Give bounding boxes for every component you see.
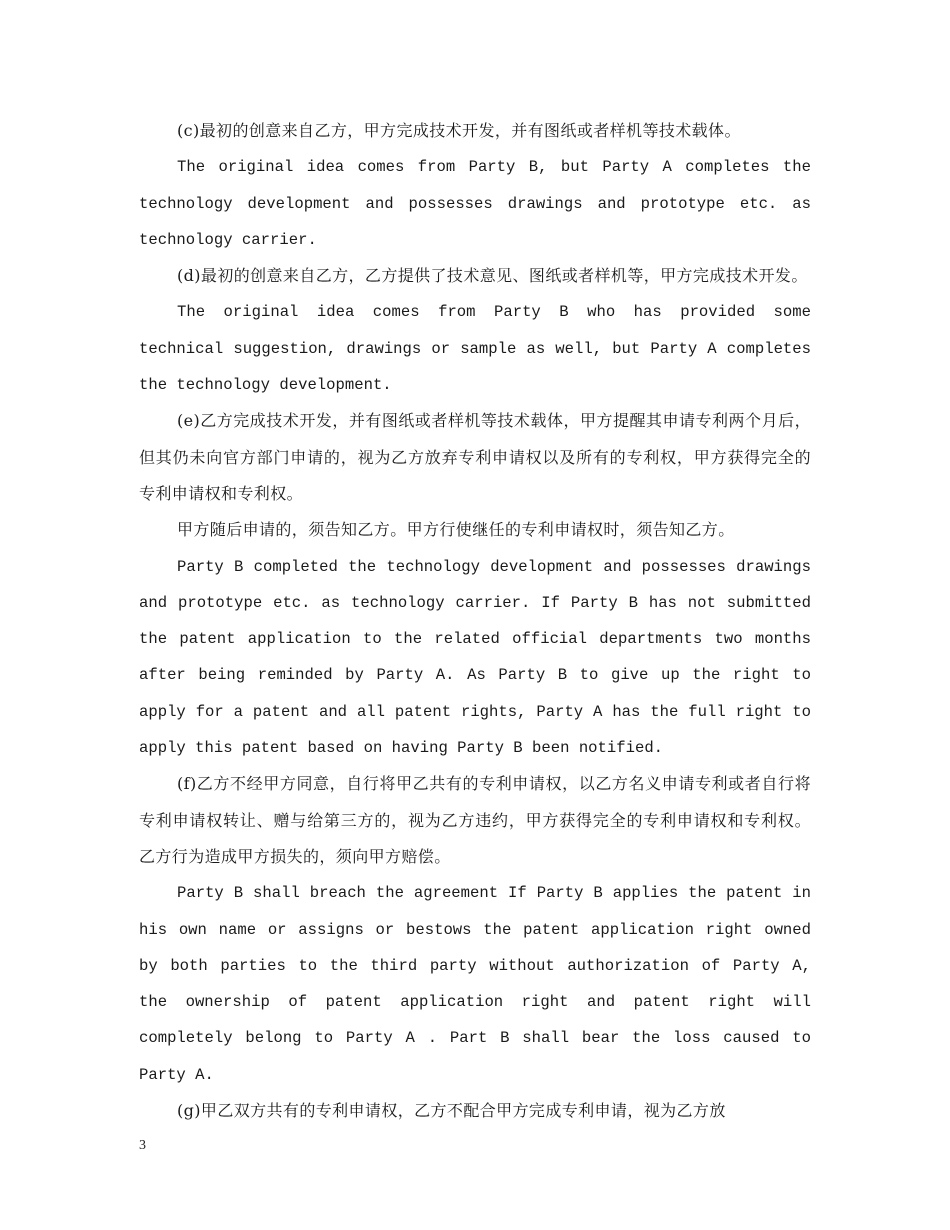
page-number: 3 [139, 1138, 146, 1153]
paragraph-c-zh: (c)最初的创意来自乙方，甲方完成技术开发，并有图纸或者样机等技术载体。 [177, 121, 741, 140]
paragraph-d-en: The original idea comes from Party B who has provided some technical suggestion, drawings or sample as well, but Party A completes the technology development. [139, 303, 811, 395]
document-body [139, 113, 811, 1129]
paragraph-e-zh: (e)乙方完成技术开发，并有图纸或者样机等技术载体，甲方提醒其申请专利两个月后，但其仍未向官方部门申请的，视为乙方放弃专利申请权以及所有的专利权，甲方获得完全的专利申请权和专利权。 [139, 411, 811, 503]
paragraph-d-zh: (d)最初的创意来自乙方，乙方提供了技术意见、图纸或者样机等，甲方完成技术开发。 [177, 266, 808, 286]
paragraph-e-zh-notice: 甲方随后申请的，须告知乙方。甲方行使继任的专利申请权时，须告知乙方。 [177, 520, 735, 540]
paragraph-c-en: The original idea comes from Party B, but Party A completes the technology development and possesses drawings and prototype etc. as technology carrier. [139, 158, 811, 249]
paragraph-e-en: Party B completed the technology development and possesses drawings and prototype etc. as technology carrier. If Party B has not submitted the patent application to the related official departments two months after being reminded by Party A. As Party B to give up the right to apply for a patent and all patent rights, Party A has the full right to apply this patent based on having Party B been notified. [139, 557, 811, 758]
paragraph-g-zh: (g)甲乙双方共有的专利申请权，乙方不配合甲方完成专利申请，视为乙方放 [177, 1101, 726, 1121]
paragraph-f-zh: (f)乙方不经甲方同意，自行将甲乙共有的专利申请权，以乙方名义申请专利或者自行将专利申请权转让、赠与给第三方的，视为乙方违约，甲方获得完全的专利申请权和专利权。乙方行为造成甲方损失的，须向甲方赔偿。 [139, 774, 811, 866]
paragraph-f-en: Party B shall breach the agreement If Party B applies the patent in his own name or assigns or bestows the patent application right owned by both parties to the third party without authorization of Party A, the ownership of patent application right and patent right will completely belong to Party A . Part B shall bear the loss caused to Party A. [139, 884, 811, 1084]
